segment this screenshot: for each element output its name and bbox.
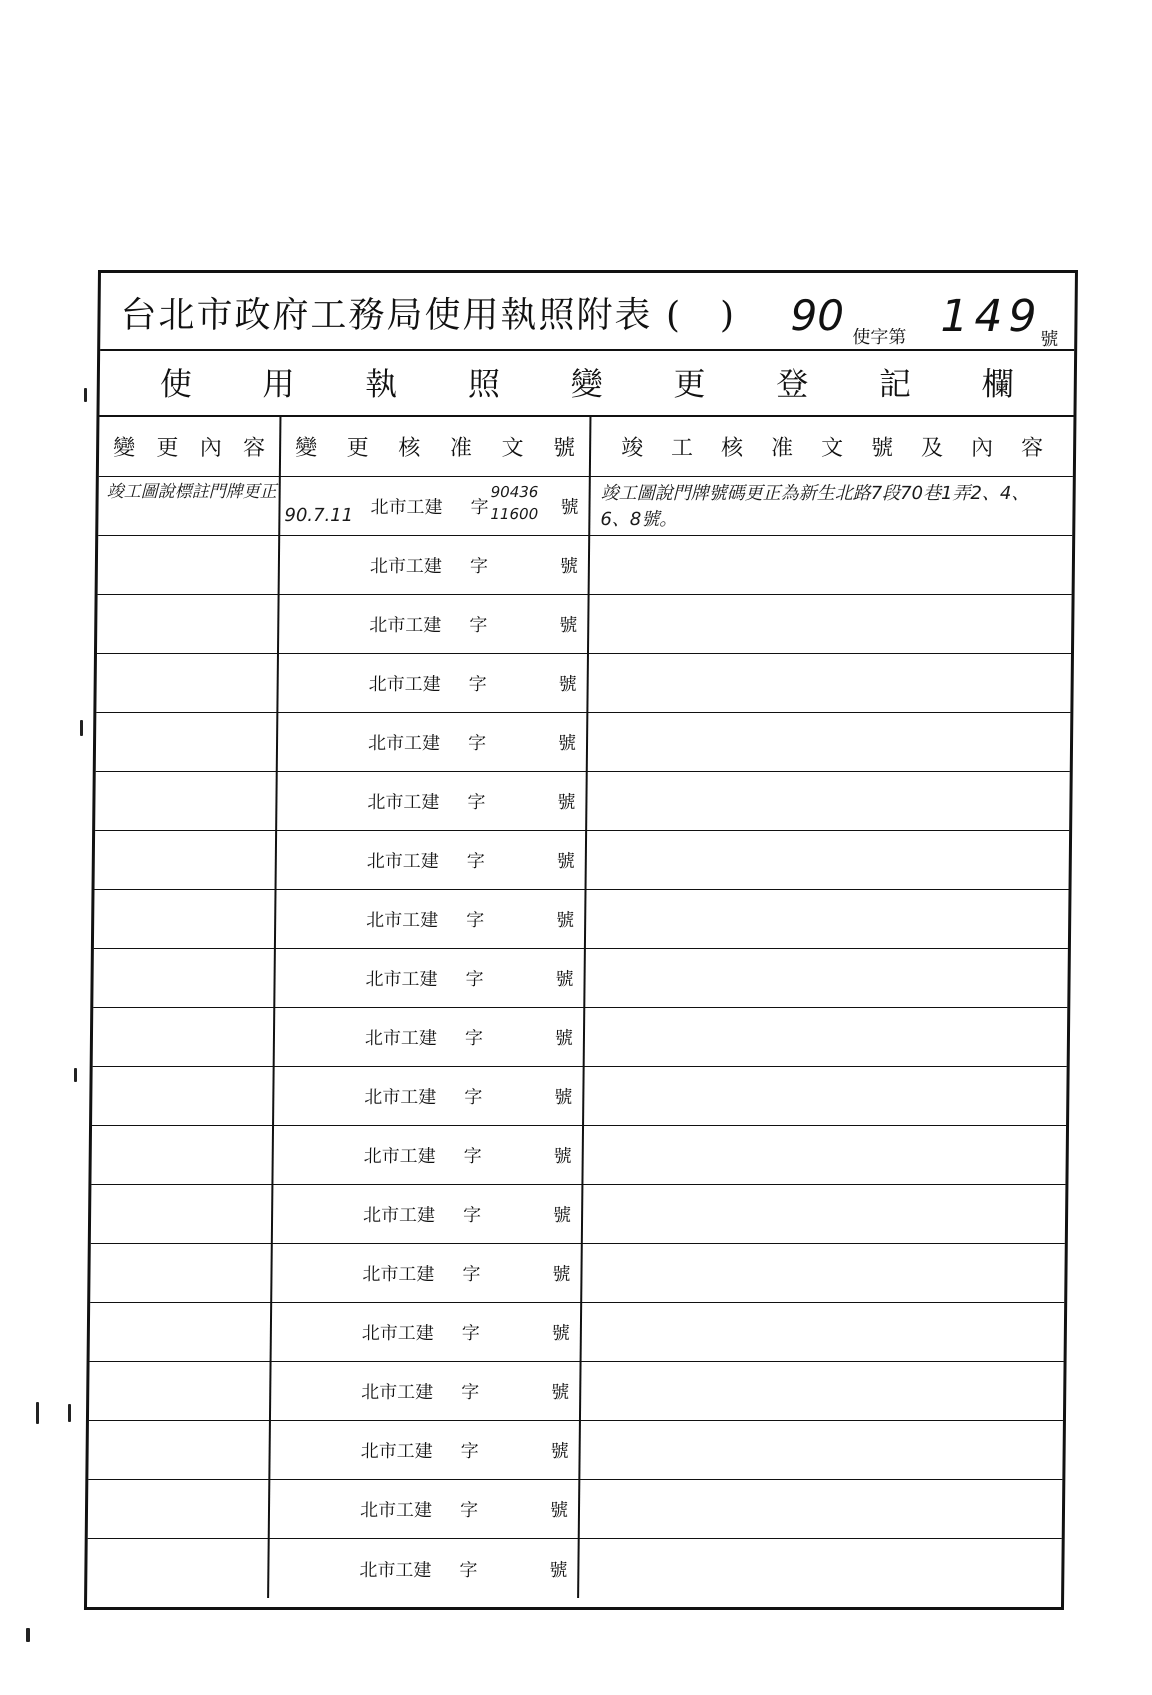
ref-prefix: 北市工建 bbox=[362, 1205, 436, 1226]
scan-speck bbox=[36, 1402, 39, 1424]
cell-completion bbox=[590, 477, 1073, 535]
ref-prefix: 北市工建 bbox=[364, 1028, 438, 1049]
ref-prefix: 北市工建 bbox=[364, 1087, 437, 1108]
section-char: 使 bbox=[159, 365, 193, 403]
handwritten-doc-number: 90436 11600 bbox=[490, 483, 539, 523]
cell-change-content bbox=[88, 1421, 271, 1479]
ref-hao: 號 bbox=[559, 556, 579, 577]
cell-approval-no bbox=[279, 595, 590, 653]
table-row bbox=[87, 1539, 1062, 1598]
cell-change-content bbox=[97, 595, 280, 653]
scan-speck bbox=[26, 1628, 30, 1642]
cell-change-content bbox=[91, 1126, 274, 1184]
doc-reference bbox=[275, 1008, 584, 1066]
ref-hao: 號 bbox=[552, 1264, 571, 1285]
ref-hao: 號 bbox=[553, 1146, 572, 1167]
cell-approval-no bbox=[277, 831, 588, 889]
cell-completion bbox=[587, 831, 1070, 889]
cell-completion bbox=[582, 1244, 1065, 1302]
cell-completion bbox=[584, 1067, 1067, 1125]
ref-zi: 字 bbox=[466, 910, 485, 931]
cell-approval-no bbox=[270, 1480, 581, 1538]
cell-approval-no bbox=[275, 1008, 586, 1066]
table-header-row bbox=[99, 417, 1074, 477]
ref-prefix: 北市工建 bbox=[369, 556, 443, 577]
doc-reference bbox=[276, 890, 585, 948]
title-row bbox=[100, 273, 1075, 351]
cell-change-content bbox=[94, 890, 277, 948]
cell-change-content bbox=[95, 772, 278, 830]
change-register-table bbox=[87, 417, 1073, 1607]
ref-zi: 字 bbox=[461, 1382, 480, 1403]
ref-hao: 號 bbox=[558, 674, 577, 695]
cell-approval-no bbox=[273, 1126, 584, 1184]
doc-reference bbox=[277, 831, 586, 889]
permit-number: 149 bbox=[940, 291, 1043, 342]
ref-zi: 字 bbox=[470, 497, 489, 518]
table-row bbox=[88, 1421, 1063, 1480]
ref-prefix: 北市工建 bbox=[369, 615, 442, 636]
ref-zi: 字 bbox=[462, 1264, 481, 1285]
ref-hao: 號 bbox=[554, 1087, 573, 1108]
doc-reference bbox=[274, 1067, 583, 1125]
table-row bbox=[95, 772, 1070, 831]
ref-zi: 字 bbox=[467, 733, 487, 754]
doc-reference bbox=[269, 1539, 578, 1598]
cell-approval-no bbox=[269, 1539, 580, 1598]
cell-approval-no bbox=[273, 1185, 584, 1243]
cell-completion bbox=[586, 890, 1069, 948]
ref-prefix: 北市工建 bbox=[367, 733, 441, 754]
ref-zi: 字 bbox=[459, 1559, 478, 1581]
cell-approval-no bbox=[278, 713, 589, 771]
ref-hao: 號 bbox=[554, 1028, 574, 1049]
doc-reference bbox=[270, 1421, 579, 1479]
cell-approval-no bbox=[277, 772, 588, 830]
doc-reference bbox=[278, 713, 587, 771]
doc-reference bbox=[273, 1185, 582, 1243]
ref-hao: 號 bbox=[550, 1441, 569, 1462]
ref-zi: 字 bbox=[466, 851, 485, 872]
table-row bbox=[96, 713, 1071, 772]
ref-hao: 號 bbox=[549, 1500, 569, 1521]
ref-zi: 字 bbox=[469, 615, 488, 636]
cell-change-content bbox=[93, 949, 276, 1007]
table-row bbox=[92, 1067, 1067, 1126]
table-row bbox=[93, 1008, 1068, 1067]
table-row bbox=[90, 1244, 1065, 1303]
table-row bbox=[90, 1303, 1065, 1362]
header-completion: 竣 工 核 准 文 號 及 內 容 bbox=[620, 436, 1044, 461]
ref-prefix: 北市工建 bbox=[359, 1500, 433, 1521]
cell-approval-no bbox=[270, 1421, 581, 1479]
header-change-content: 變 更 內 容 bbox=[99, 417, 282, 476]
ref-hao: 號 bbox=[556, 851, 575, 872]
cell-change-content bbox=[95, 831, 278, 889]
ref-zi: 字 bbox=[461, 1323, 480, 1344]
cell-completion bbox=[588, 713, 1071, 771]
handwritten-completion: 竣工圖說門牌號碼更正為新生北路7段70巷1弄2、4、6、8號。 bbox=[600, 483, 1030, 530]
cell-completion bbox=[585, 949, 1068, 1007]
ref-zi: 字 bbox=[465, 969, 484, 990]
ref-hao: 號 bbox=[559, 615, 578, 636]
cell-completion bbox=[583, 1185, 1066, 1243]
cell-approval-no bbox=[278, 654, 589, 712]
doc-reference bbox=[278, 654, 587, 712]
ref-prefix: 北市工建 bbox=[360, 1441, 433, 1462]
ref-hao: 號 bbox=[556, 910, 575, 931]
table-row bbox=[91, 1185, 1066, 1244]
cell-completion bbox=[583, 1126, 1066, 1184]
cell-approval-no bbox=[280, 536, 591, 594]
handwritten-change-content: 竣工圖說標註門牌更正 bbox=[106, 482, 277, 502]
cell-completion bbox=[581, 1362, 1064, 1420]
doc-reference bbox=[271, 1362, 580, 1420]
section-char: 登 bbox=[776, 365, 809, 403]
ref-zi: 字 bbox=[460, 1441, 479, 1462]
ref-zi: 字 bbox=[463, 1146, 482, 1167]
doc-reference bbox=[280, 536, 589, 594]
ref-hao: 號 bbox=[560, 497, 579, 518]
doc-reference bbox=[273, 1126, 582, 1184]
cell-change-content bbox=[91, 1185, 274, 1243]
cell-completion bbox=[582, 1303, 1065, 1361]
cell-change-content bbox=[98, 536, 281, 594]
cell-change-content bbox=[92, 1067, 275, 1125]
cell-approval-no bbox=[280, 477, 591, 535]
ref-zi: 字 bbox=[469, 556, 489, 577]
permit-suffix: 號 bbox=[1040, 329, 1059, 350]
table-row bbox=[95, 831, 1070, 890]
table-row bbox=[88, 1480, 1063, 1539]
cell-change-content bbox=[90, 1244, 273, 1302]
form-title: 台北市政府工務局使用執照附表 ( ) bbox=[120, 295, 737, 336]
header-approval-no: 變 更 核 准 文 號 bbox=[281, 417, 592, 476]
doc-reference bbox=[272, 1244, 581, 1302]
section-char: 更 bbox=[673, 365, 706, 403]
doc-reference bbox=[279, 595, 588, 653]
table-row bbox=[98, 477, 1073, 536]
ref-hao: 號 bbox=[552, 1205, 572, 1226]
cell-change-content bbox=[88, 1480, 271, 1538]
cell-change-content bbox=[93, 1008, 276, 1066]
cell-completion bbox=[585, 1008, 1068, 1066]
section-char: 變 bbox=[570, 365, 603, 403]
ref-hao: 號 bbox=[551, 1382, 570, 1403]
ref-prefix: 北市工建 bbox=[366, 851, 439, 872]
cell-approval-no bbox=[271, 1362, 582, 1420]
cell-approval-no bbox=[275, 949, 586, 1007]
scan-speck bbox=[74, 1068, 77, 1082]
scan-speck bbox=[84, 388, 87, 402]
scan-speck bbox=[68, 1404, 71, 1422]
ref-prefix: 北市工建 bbox=[365, 969, 438, 990]
cell-completion bbox=[580, 1421, 1063, 1479]
ref-prefix: 北市工建 bbox=[370, 497, 443, 518]
cell-change-content bbox=[90, 1303, 273, 1361]
ref-prefix: 北市工建 bbox=[366, 910, 439, 931]
section-char: 照 bbox=[467, 365, 501, 403]
ref-prefix: 北市工建 bbox=[361, 1382, 434, 1403]
section-char: 執 bbox=[365, 365, 398, 403]
ref-hao: 號 bbox=[551, 1323, 570, 1344]
doc-reference bbox=[272, 1303, 581, 1361]
cell-change-content bbox=[87, 1539, 270, 1598]
table-row bbox=[97, 595, 1072, 654]
doc-reference bbox=[270, 1480, 579, 1538]
cell-completion bbox=[590, 536, 1073, 594]
ref-zi: 字 bbox=[462, 1205, 482, 1226]
permit-label: 使字第 bbox=[852, 327, 907, 348]
table-row bbox=[93, 949, 1068, 1008]
permit-year: 90 bbox=[790, 291, 845, 340]
ref-hao: 號 bbox=[557, 733, 577, 754]
section-heading bbox=[99, 349, 1074, 417]
table-row bbox=[91, 1126, 1066, 1185]
cell-completion bbox=[588, 654, 1071, 712]
cell-approval-no bbox=[276, 890, 587, 948]
cell-approval-no bbox=[272, 1244, 583, 1302]
ref-prefix: 北市工建 bbox=[359, 1559, 432, 1581]
ref-prefix: 北市工建 bbox=[368, 674, 441, 695]
cell-completion bbox=[580, 1480, 1063, 1538]
cell-change-content bbox=[98, 477, 281, 535]
ref-hao: 號 bbox=[555, 969, 574, 990]
table-row bbox=[98, 536, 1073, 595]
doc-reference bbox=[277, 772, 586, 830]
table-row bbox=[94, 890, 1069, 949]
ref-hao: 號 bbox=[549, 1559, 568, 1581]
ref-zi: 字 bbox=[464, 1087, 483, 1108]
section-char: 欄 bbox=[981, 365, 1014, 403]
cell-completion bbox=[589, 595, 1072, 653]
cell-completion bbox=[579, 1539, 1062, 1598]
cell-change-content bbox=[96, 654, 279, 712]
cell-completion bbox=[587, 772, 1070, 830]
handwritten-date: 90.7.11 bbox=[284, 505, 354, 526]
ref-prefix: 北市工建 bbox=[363, 1146, 436, 1167]
cell-approval-no bbox=[272, 1303, 583, 1361]
ref-prefix: 北市工建 bbox=[367, 792, 440, 813]
doc-reference bbox=[275, 949, 584, 1007]
ref-zi: 字 bbox=[464, 1028, 484, 1049]
table-row bbox=[89, 1362, 1064, 1421]
ref-zi: 字 bbox=[468, 674, 487, 695]
cell-change-content bbox=[96, 713, 279, 771]
ref-prefix: 北市工建 bbox=[361, 1323, 434, 1344]
table-row bbox=[96, 654, 1071, 713]
permit-form bbox=[84, 270, 1078, 1610]
section-char: 用 bbox=[262, 365, 295, 403]
section-char: 記 bbox=[878, 365, 912, 403]
ref-prefix: 北市工建 bbox=[362, 1264, 435, 1285]
ref-zi: 字 bbox=[467, 792, 486, 813]
cell-approval-no bbox=[274, 1067, 585, 1125]
ref-zi: 字 bbox=[459, 1500, 479, 1521]
cell-change-content bbox=[89, 1362, 272, 1420]
ref-hao: 號 bbox=[557, 792, 576, 813]
scan-speck bbox=[80, 720, 83, 736]
